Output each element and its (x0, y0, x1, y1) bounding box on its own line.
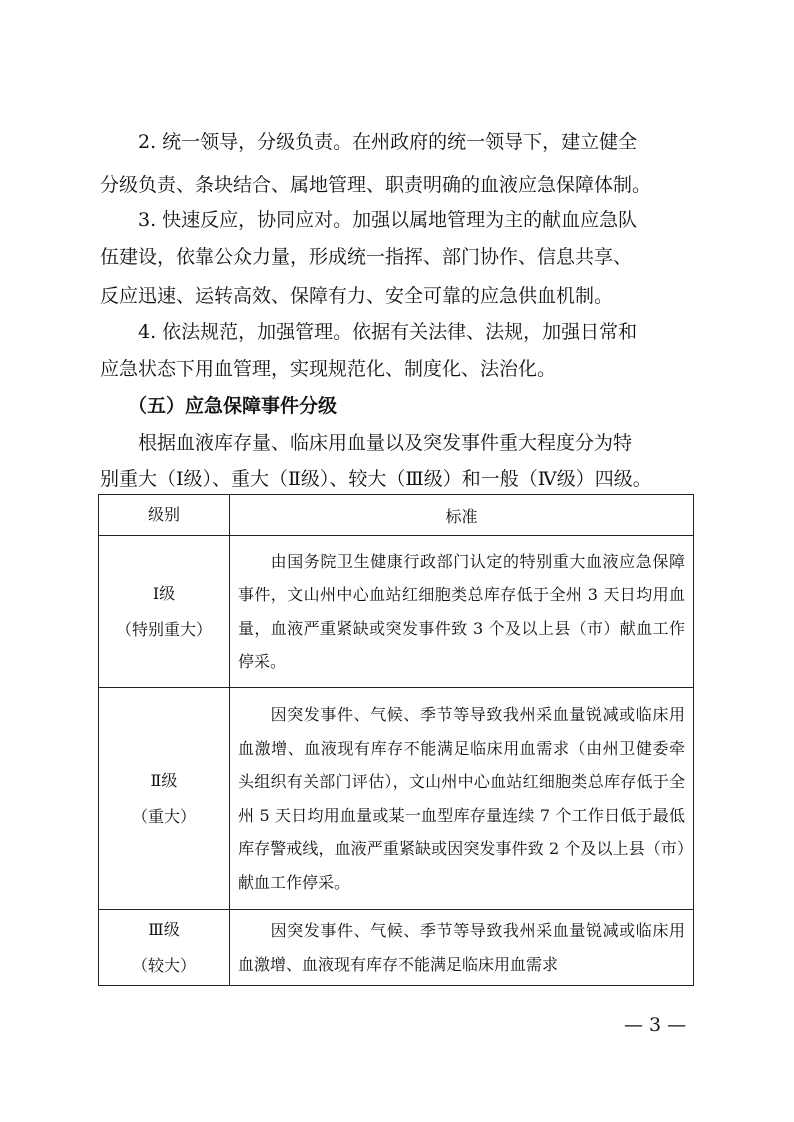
standard-cell (230, 536, 694, 688)
intro-line: 别重大（Ⅰ级）、重大（Ⅱ级）、较大（Ⅲ级）和一般（Ⅳ级）四级。 (100, 468, 652, 490)
intro-line: 根据血液库存量、临床用血量以及突发事件重大程度分为特 (138, 432, 633, 454)
level-label: Ⅲ级 (148, 919, 180, 939)
standard-text: 由国务院卫生健康行政部门认定的特别重大血液应急保障事件，文山州中心血站红细胞类总库存低于全州 3 天日均用血量，血液严重紧缺或突发事件致 3 个及以上县（市）献血工作停采。 (238, 551, 685, 671)
level-label: Ⅰ级 (152, 583, 176, 603)
table-row (99, 536, 694, 688)
table-header-row (99, 495, 694, 536)
section-heading: （五）应急保障事件分级 (128, 395, 338, 417)
page-number: — 3 — (624, 1014, 687, 1036)
paragraph-line: 3. 快速反应，协同应对。加强以属地管理为主的献血应急队 (138, 209, 638, 231)
level-cell (99, 688, 230, 910)
level-table (98, 494, 694, 986)
paragraph-line: 4. 依法规范，加强管理。依据有关法律、法规，加强日常和 (138, 321, 638, 343)
level-label: Ⅱ级 (150, 770, 178, 790)
header-standard: 标准 (230, 495, 694, 536)
paragraph-line: 应急状态下用血管理，实现规范化、制度化、法治化。 (100, 358, 557, 380)
standard-text: 因突发事件、气候、季节等导致我州采血量锐减或临床用血激增、血液现有库存不能满足临床用血需求（由州卫健委牵头组织有关部门评估），文山州中心血站红细胞类总库存低于全州 5 天日均用血量或某一血型库存量连续 7 个工作日低于最低库存警戒线，血液严重紧缺或因突发事件致 2 个及以上县（市）献血工作停采。 (238, 705, 685, 892)
level-cell (99, 910, 230, 986)
paragraph-line: 反应迅速、运转高效、保障有力、安全可靠的应急供血机制。 (100, 285, 614, 307)
paragraph-line: 2. 统一领导，分级负责。在州政府的统一领导下，建立健全 (138, 131, 638, 153)
standard-text: 因突发事件、气候、季节等导致我州采血量锐减或临床用血激增、血液现有库存不能满足临床用血需求 (238, 921, 685, 974)
level-desc: （特别重大） (115, 619, 212, 639)
paragraph-line: 分级负责、条块结合、属地管理、职责明确的血液应急保障体制。 (100, 174, 652, 196)
level-cell (99, 536, 230, 688)
table-row (99, 910, 694, 986)
standard-cell (230, 688, 694, 910)
level-desc: （较大） (131, 955, 196, 975)
header-level: 级别 (99, 495, 230, 536)
standard-cell (230, 910, 694, 986)
paragraph-line: 伍建设，依靠公众力量，形成统一指挥、部门协作、信息共享、 (100, 246, 633, 268)
level-desc: （重大） (131, 806, 196, 826)
table-row (99, 688, 694, 910)
